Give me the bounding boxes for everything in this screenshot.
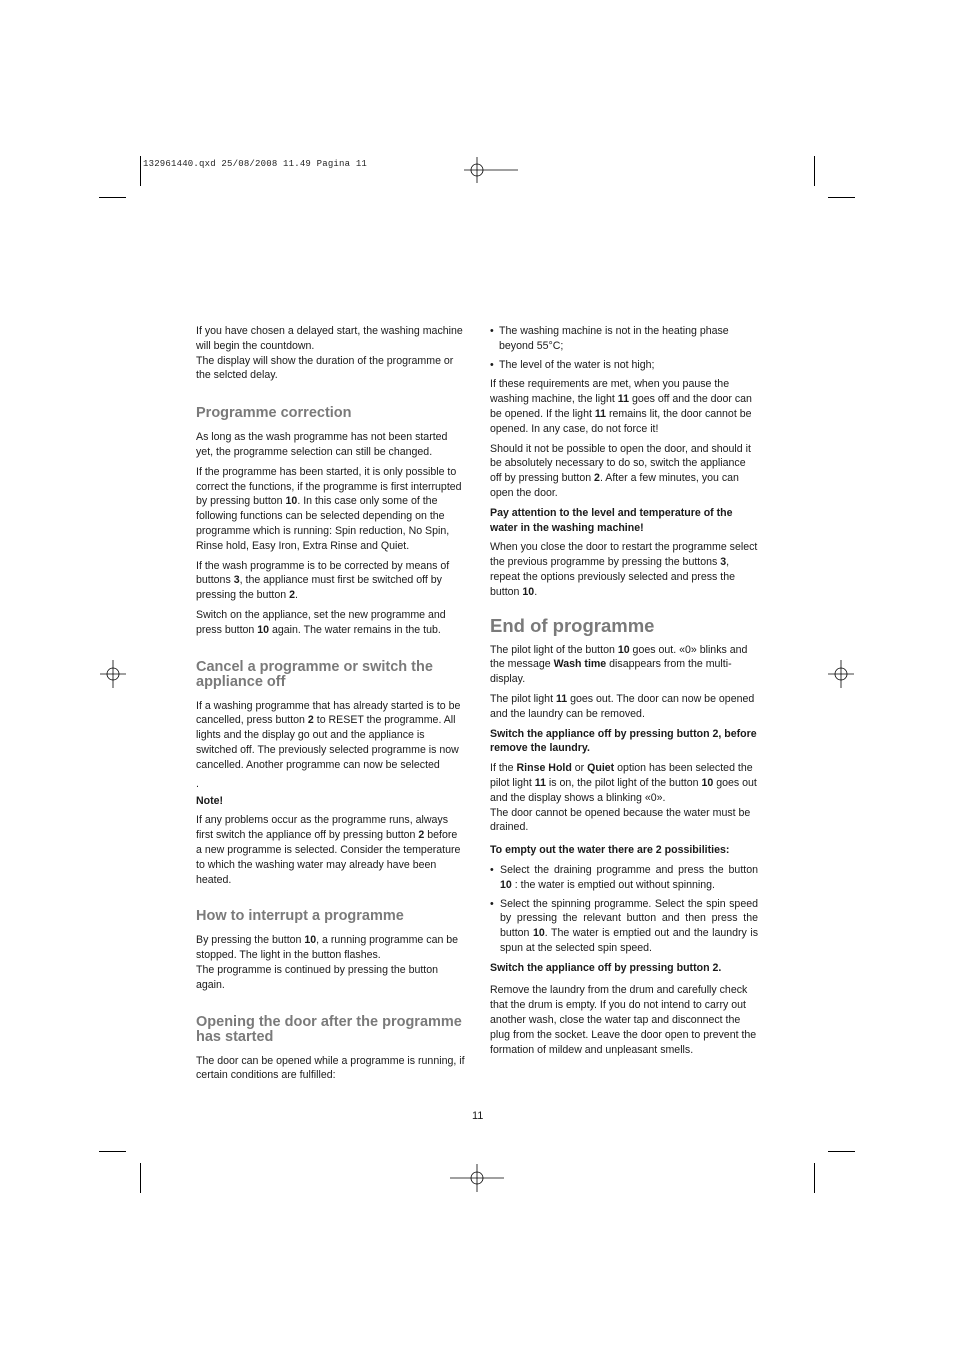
paragraph: When you close the door to restart the programme select the previous programme by pressing the buttons 3, repeat the options previously selected and press the button 10. [490, 541, 758, 598]
crop-mark-bottom-right-h [828, 1151, 855, 1152]
section-title-opening-door: Opening the door after the programme has started [196, 1013, 462, 1045]
instruction-paragraph: Switch the appliance off by pressing button 2, before remove the laundry. [490, 727, 757, 755]
note-paragraph: If any problems occur as the programme runs, always first switch the appliance off by pressing button 2 before a new programme is selected. Consider the temperature to which the washing water may already have been heated. [196, 814, 461, 886]
paragraph: Should it not be possible to open the door, and should it be absolutely necessary to do so, switch the appliance off by pressing button 2. After a few minutes, you can open the door. [490, 442, 751, 499]
paragraph: The door cannot be opened because the water must be drained. [490, 806, 751, 834]
paragraph: As long as the wash programme has not been started yet, the programme selection can still be changed. [196, 431, 448, 458]
registration-mark-bottom-icon [450, 1164, 504, 1192]
registration-mark-left-icon [100, 660, 126, 688]
paragraph: The programme is continued by pressing the button again. [196, 963, 439, 991]
section-title-interrupt-programme: How to interrupt a programme [196, 908, 404, 925]
crop-mark-bottom-left-h [99, 1151, 126, 1152]
crop-mark-top-left-v [140, 156, 141, 186]
crop-mark-top-left-h [99, 197, 126, 198]
print-slug: 132961440.qxd 25/08/2008 11.49 Pagina 11 [143, 159, 368, 169]
list-item: • Select the draining programme and press the button 10 : the water is emptied out without spinning. [490, 863, 758, 893]
paragraph: Remove the laundry from the drum and carefully check that the drum is empty. If you do not intend to carry out another wash, close the water tap and disconnect the plug from the socket. Leave the door open to prevent the formation of mildew and unpleasant smells. [490, 984, 757, 1056]
registration-mark-right-icon [828, 660, 854, 688]
paragraph: Switch on the appliance, set the new programme and press button 10 again. The water remains in the tub. [196, 608, 446, 636]
intro-paragraph: The display will show the duration of the programme or the selcted delay. [196, 354, 454, 382]
crop-mark-bottom-left-v [140, 1163, 141, 1193]
right-column [490, 324, 758, 1062]
drain-options-list [490, 863, 758, 956]
stray-dot: . [196, 777, 199, 790]
paragraph: If these requirements are met, when you pause the washing machine, the light 11 goes off and the door can be opened. If the light 11 remains lit, the door cannot be opened. In any case, do not force it! [490, 378, 752, 435]
door-conditions-list [490, 324, 758, 372]
list-item: • The washing machine is not in the heating phase beyond 55°C; [490, 324, 758, 354]
paragraph: If the wash programme is to be corrected by means of buttons 3, the appliance must first be switched off by pressing the button 2. [196, 559, 450, 602]
left-column [196, 324, 466, 1088]
crop-mark-top-right-v [814, 156, 815, 186]
list-item: • The level of the water is not high; [490, 358, 758, 373]
note-label: Note! [196, 794, 224, 807]
section-title-end-of-programme: End of programme [490, 614, 655, 636]
registration-mark-top-icon [464, 157, 518, 183]
paragraph: The pilot light of the button 10 goes out. «0» blinks and the message Wash time disappears from the multi-display. [490, 643, 748, 686]
intro-paragraph: If you have chosen a delayed start, the washing machine will begin the countdown. [196, 325, 463, 352]
page-number: 11 [472, 1110, 484, 1122]
crop-mark-bottom-right-v [814, 1163, 815, 1193]
warning-paragraph: Pay attention to the level and temperature of the water in the washing machine! [490, 506, 733, 534]
paragraph: The door can be opened while a programme is running, if certain conditions are fulfilled: [196, 1054, 465, 1082]
paragraph: By pressing the button 10, a running programme can be stopped. The light in the button flashes. [196, 934, 459, 962]
section-title-programme-correction: Programme correction [196, 405, 352, 422]
list-item: • Select the spinning programme. Select the spin speed by pressing the relevant button and then press the button 10. The water is emptied out and the laundry is spun at the selected spin speed. [490, 897, 758, 956]
paragraph: The pilot light 11 goes out. The door can now be opened and the laundry can be removed. [490, 692, 755, 720]
paragraph: If the Rinse Hold or Quiet option has been selected the pilot light 11 is on, the pilot light of the button 10 goes out and the display shows a blinking «0». [490, 762, 757, 804]
paragraph: If the programme has been started, it is only possible to correct the functions, if the programme is first interrupted by pressing button 10. In this case only some of the following functions can be selected depending on the programme which is running: Spin reduction, No Spin, Rinse hold, Easy Iron, Extra Rinse and Quiet. [196, 465, 462, 552]
section-title-cancel-programme: Cancel a programme or switch the appliance off [196, 658, 433, 690]
paragraph: If a washing programme that has already started is to be cancelled, press button 2 to RESET the programme. All lights and the display go out and the appliance is switched off. The previously selected programme is now cancelled. Another programme can now be selected [196, 699, 461, 771]
possibilities-heading: To empty out the water there are 2 possibilities: [490, 844, 730, 857]
crop-mark-top-right-h [828, 197, 855, 198]
instruction-paragraph: Switch the appliance off by pressing button 2. [490, 961, 722, 974]
